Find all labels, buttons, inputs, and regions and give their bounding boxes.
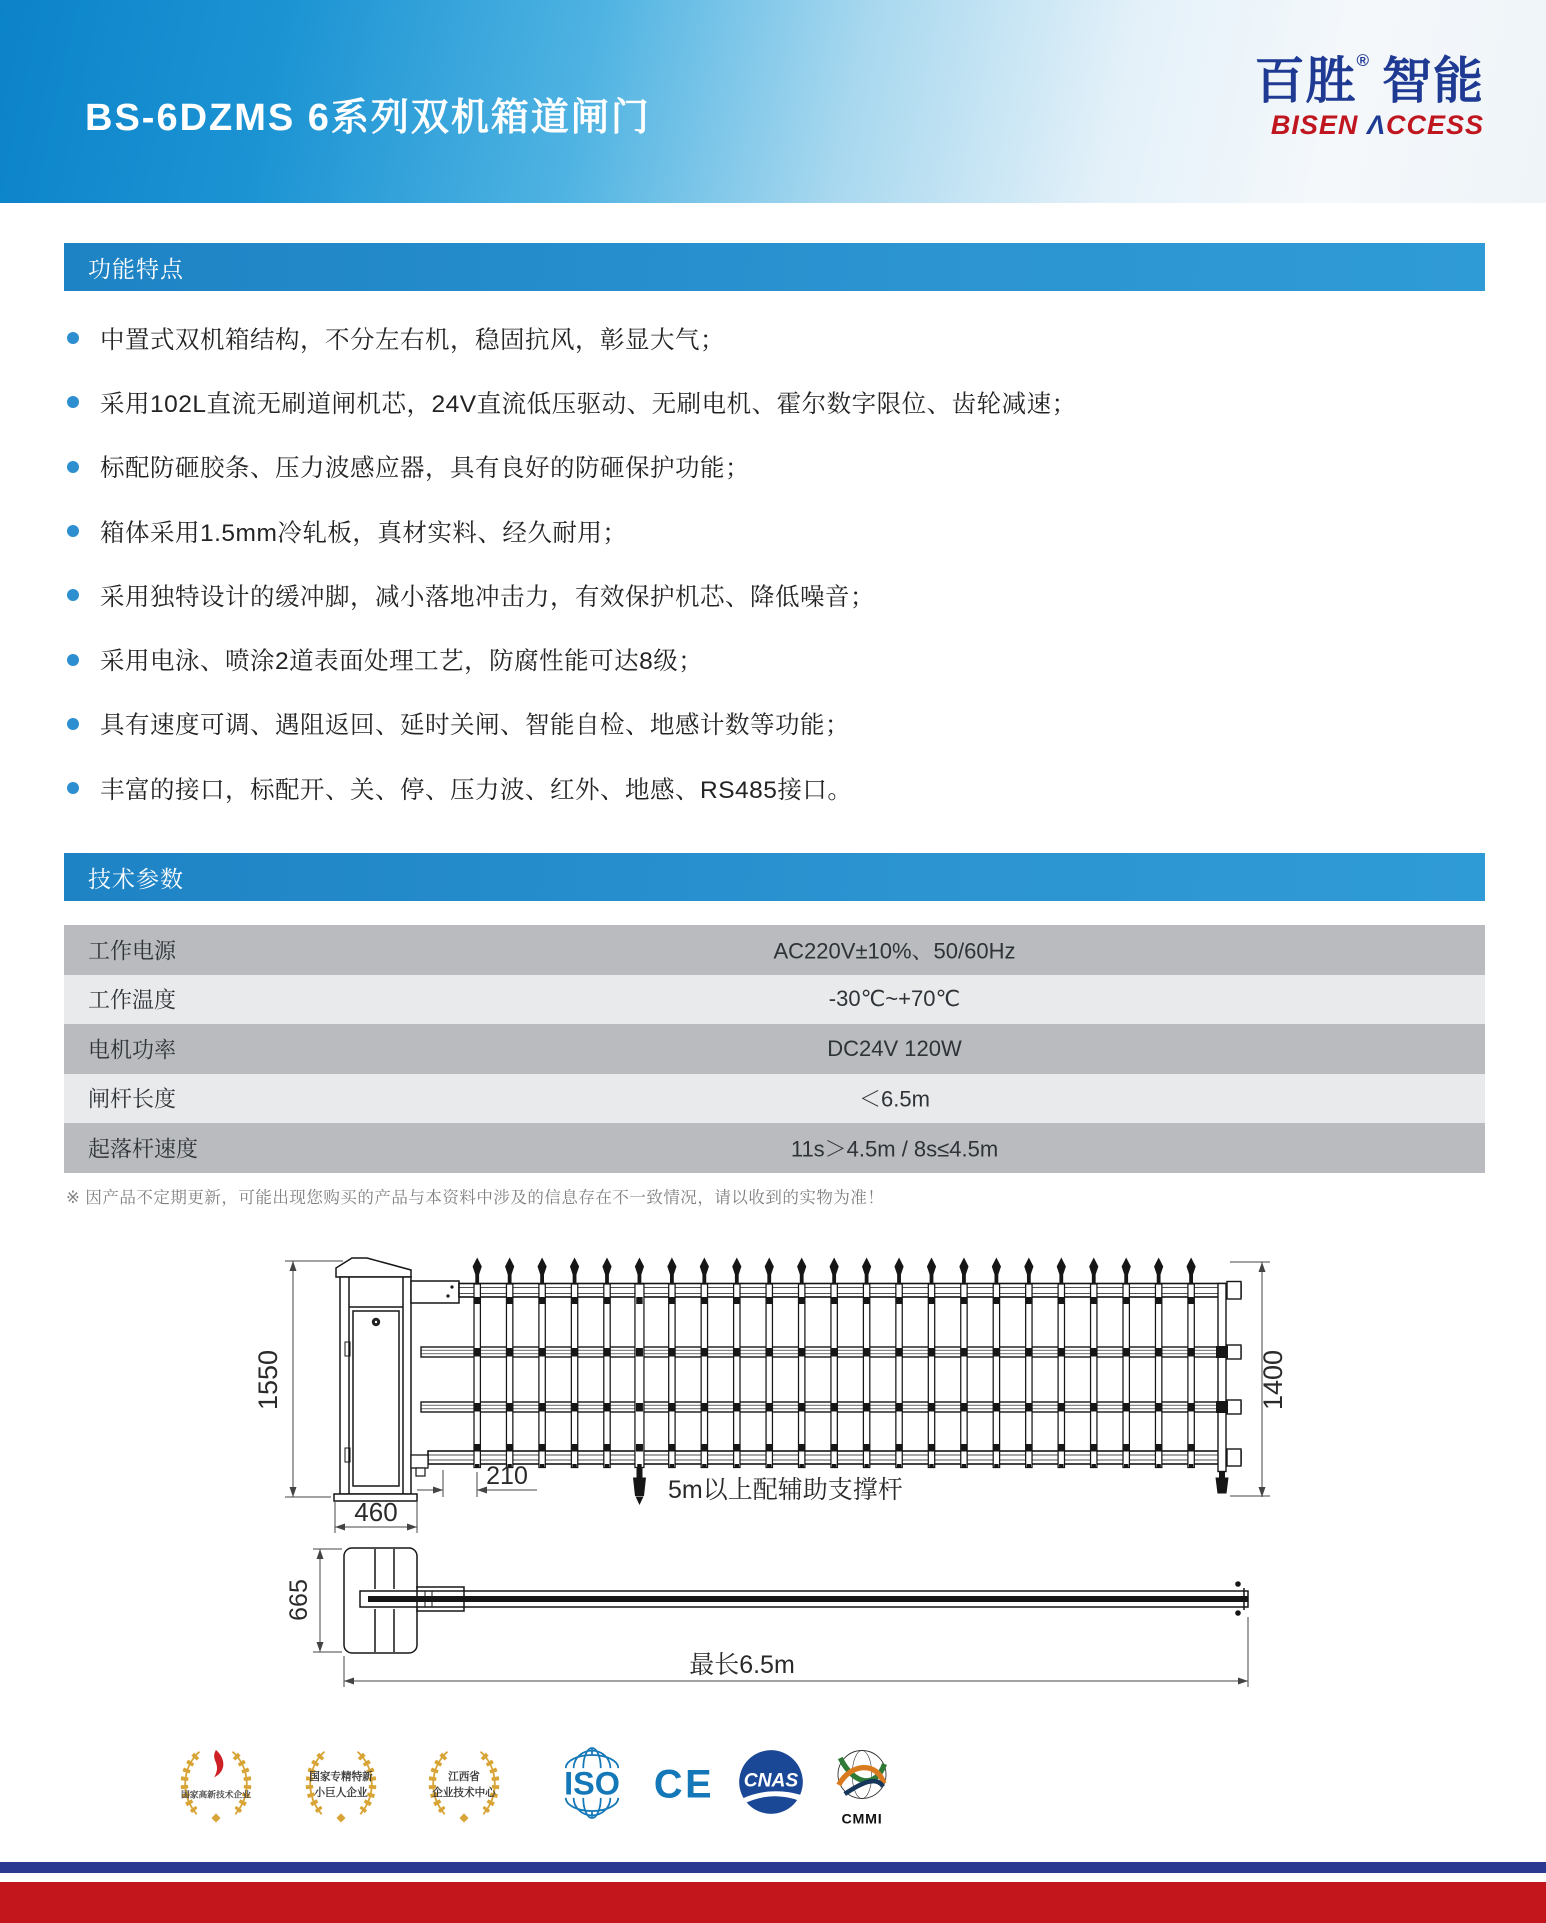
spec-label: 工作电源 xyxy=(88,938,177,964)
feature-text: 箱体采用1.5mm冷轧板，真材实料、经久耐用； xyxy=(100,519,628,547)
cert-text: 小巨人企业 xyxy=(314,1786,368,1799)
support-rod-foot xyxy=(633,1468,646,1506)
spec-value: ＜6.5m xyxy=(859,1086,930,1112)
table-row xyxy=(64,975,1485,1025)
list-item xyxy=(64,692,1484,756)
feature-text: 具有速度可调、遇阻返回、延时关闸、智能自检、地感计数等功能； xyxy=(100,712,850,740)
cabinet-cap xyxy=(336,1258,411,1277)
spec-value: AC220V±10%、50/60Hz xyxy=(773,938,1016,964)
dim-max-length: 最长6.5m xyxy=(689,1651,795,1679)
dim-offset: 210 xyxy=(486,1462,528,1490)
list-item xyxy=(64,499,1484,563)
spec-label: 电机功率 xyxy=(88,1037,177,1063)
table-row xyxy=(64,1024,1485,1074)
section-header-specs-label: 技术参数 xyxy=(88,865,184,892)
arm-bracket xyxy=(411,1281,459,1303)
list-item xyxy=(64,370,1484,434)
feature-text: 丰富的接口，标配开、关、停、压力波、红外、地感、RS485接口。 xyxy=(100,776,853,804)
feature-list xyxy=(64,306,1484,820)
spec-table xyxy=(64,925,1485,1173)
cert-badge-cnas xyxy=(734,1747,808,1817)
section-header-features-label: 功能特点 xyxy=(88,255,184,282)
fence-rails xyxy=(411,1282,1241,1477)
bullet-dot-icon xyxy=(67,332,79,344)
brand-logo-english xyxy=(1254,112,1484,139)
spec-value: 11s＞4.5m / 8s≤4.5m xyxy=(790,1136,999,1162)
page-title: BS-6DZMS 6系列双机箱道闸门 xyxy=(85,97,651,139)
disclaimer-note: ※ 因产品不定期更新，可能出现您购买的产品与本资料中涉及的信息存在不一致情况，请以收到的实物为准！ xyxy=(66,1189,885,1207)
cert-badge-hightech xyxy=(170,1737,262,1829)
feature-text: 采用102L直流无刷道闸机芯，24V直流低压驱动、无刷电机、霍尔数字限位、齿轮减速； xyxy=(100,390,1077,418)
dim-side-height: 665 xyxy=(285,1579,313,1621)
spec-label: 起落杆速度 xyxy=(88,1136,199,1162)
list-item xyxy=(64,435,1484,499)
brand-logo-chinese xyxy=(1254,51,1484,109)
footer-red-stripe xyxy=(0,1882,1546,1923)
fence-end-post xyxy=(1216,1284,1229,1494)
cert-badge-little-giant xyxy=(295,1737,387,1829)
cmmi-globe-icon xyxy=(838,1751,886,1799)
section-header-specs xyxy=(64,853,1485,901)
footer-blue-stripe xyxy=(0,1862,1546,1873)
cert-text: 国家高新技术企业 xyxy=(181,1789,251,1800)
feature-text: 标配防砸胶条、压力波感应器，具有良好的防砸保护功能； xyxy=(100,455,750,483)
side-view xyxy=(344,1548,1248,1653)
dim-fence-height: 1400 xyxy=(1258,1349,1288,1411)
cert-text: 企业技术中心 xyxy=(432,1786,496,1799)
bullet-dot-icon xyxy=(67,461,79,473)
dim-cabinet-width: 460 xyxy=(354,1497,398,1527)
cabinet-body xyxy=(340,1277,411,1494)
bullet-dot-icon xyxy=(67,782,79,794)
cert-badge-cmmi xyxy=(824,1743,900,1827)
list-item xyxy=(64,756,1484,820)
list-item xyxy=(64,627,1484,691)
bullet-dot-icon xyxy=(67,396,79,408)
bullet-dot-icon xyxy=(67,718,79,730)
feature-text: 采用电泳、喷涂2道表面处理工艺，防腐性能可达8级； xyxy=(100,648,704,676)
bullet-dot-icon xyxy=(67,654,79,666)
iso-text: ISO xyxy=(564,1765,620,1802)
brand-en-triangle: Λ xyxy=(1366,110,1386,140)
cmmi-text: CMMI xyxy=(841,1811,883,1827)
table-row xyxy=(64,1123,1485,1173)
registered-mark-icon: ® xyxy=(1356,51,1370,70)
brand-logo xyxy=(1254,51,1484,140)
cert-badge-iso xyxy=(548,1741,636,1825)
spec-label: 工作温度 xyxy=(88,987,177,1013)
spec-value: DC24V 120W xyxy=(827,1035,962,1061)
spec-label: 闸杆长度 xyxy=(88,1086,177,1112)
list-item xyxy=(64,563,1484,627)
ce-text: CE xyxy=(653,1762,715,1807)
feature-text: 中置式双机箱结构，不分左右机，稳固抗风，彰显大气； xyxy=(100,326,725,354)
brand-en-right: CCESS xyxy=(1385,110,1484,140)
page-header xyxy=(0,0,1546,203)
spec-value: -30℃~+70℃ xyxy=(828,986,961,1012)
cnas-text: CNAS xyxy=(743,1770,799,1792)
bullet-dot-icon xyxy=(67,589,79,601)
flame-icon xyxy=(214,1750,223,1778)
brand-cn-right: 智能 xyxy=(1382,53,1484,109)
cert-text: 江西省 xyxy=(448,1771,480,1784)
list-item xyxy=(64,306,1484,370)
technical-drawing xyxy=(0,1240,1546,1710)
table-row xyxy=(64,1074,1485,1124)
brand-cn-left: 百胜 xyxy=(1254,53,1357,109)
table-row xyxy=(64,925,1485,975)
cert-text: 国家专精特新 xyxy=(309,1771,373,1784)
bullet-dot-icon xyxy=(67,525,79,537)
brand-en-left: BISEN xyxy=(1270,110,1359,140)
cert-badge-ce xyxy=(652,1756,716,1810)
cert-badge-tech-center xyxy=(417,1737,511,1829)
feature-text: 采用独特设计的缓冲脚，减小落地冲击力，有效保护机芯、降低噪音； xyxy=(100,583,875,611)
dim-cabinet-height: 1550 xyxy=(253,1349,283,1411)
section-header-features xyxy=(64,243,1485,291)
support-rod-note: 5m以上配辅助支撑杆 xyxy=(668,1476,903,1504)
